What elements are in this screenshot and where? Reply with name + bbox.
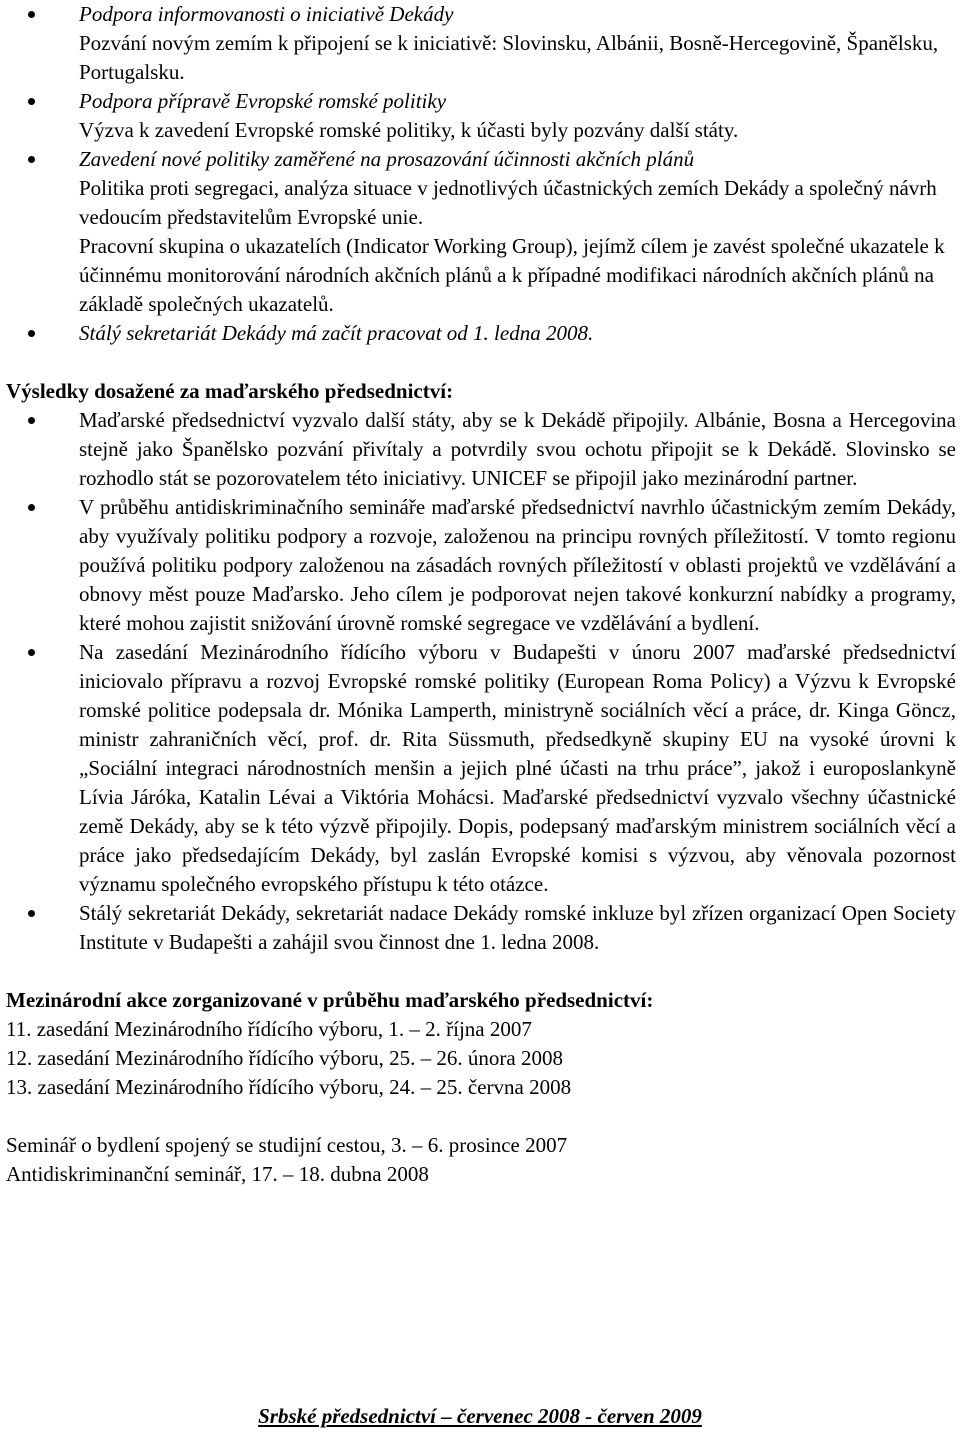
list-item (6, 145, 956, 319)
list-item (6, 319, 956, 348)
meeting-line: 11. zasedání Mezinárodního řídícího výboru, 1. – 2. října 2007 (6, 1017, 532, 1041)
initiative-list (6, 0, 956, 348)
list-item-text-2: Pracovní skupina o ukazatelích (Indicator Working Group), jejímž cílem je zavést společné ukazatele k účinnému monitorování národních akčních plánů a k případné modifikaci národních akčních plánů na základě společných ukazatelů. (79, 234, 945, 316)
list-item-title: Podpora informovanosti o iniciativě Dekády (79, 2, 454, 26)
seminar-line: Antidiskriminanční seminář, 17. – 18. dubna 2008 (6, 1162, 429, 1186)
list-item: Maďarské předsednictví vyzvalo další státy, aby se k Dekádě připojily. Albánie, Bosna a Hercegovina stejně jako Španělsko pozvání přivítaly a potvrdily svou ochotu připojit se k Dekádě. Slovinsko se rozhodlo stát se pozorovatelem této iniciativy. UNICEF se připojil jako mezinárodní partner. (6, 406, 956, 493)
events-heading: Mezinárodní akce zorganizované v průběhu maďarského předsednictví: (6, 988, 654, 1012)
list-item: V průběhu antidiskriminačního semináře maďarské předsednictví navrhlo účastnickým zemím Dekády, aby využívaly politiku podpory a rozvoje, založenou na principu rovných příležitostí. V tomto regionu používá politiku podpory založenou na zásadách rovných příležitostí v oblasti projektů ve vzdělávání a obnovy měst pouze Maďarsko. Jeho cílem je podporovat nejen takové konkurzní nabídky a programy, které mohou zajistit snižování úrovně romské segregace ve vzdělávání a bydlení. (6, 493, 956, 638)
list-item-title: Podpora přípravě Evropské romské politiky (79, 89, 447, 113)
results-list (6, 406, 956, 957)
list-item-text: Výzva k zavedení Evropské romské politiky, k účasti byly pozvány další státy. (79, 118, 739, 142)
list-item: Na zasedání Mezinárodního řídícího výboru v Budapešti v únoru 2007 maďarské předsednictví iniciovalo přípravu a rozvoj Evropské romské politiky (European Roma Policy) a Výzvu k Evropské romské politice podepsala dr. Mónika Lamperth, ministryně sociálních věcí a práce, dr. Kinga Göncz, ministr zahraničních věcí, prof. dr. Rita Süssmuth, předsedkyně skupiny EU na vysoké úrovni k „Sociální integraci národnostních menšin a jejich plné účasti na trhu práce”, jakož i europoslankyně Lívia Járóka, Katalin Lévai a Viktória Mohácsi. Maďarské předsednictví vyzvalo všechny účastnické země Dekády, aby se k této výzvě připojily. Dopis, podepsaný maďarským ministrem sociálních věcí a práce jako předsedajícím Dekády, byl zaslán Evropské komisi s výzvou, aby věnovala pozornost významu společného evropského přístupu k této otázce. (6, 638, 956, 899)
document-page (6, 0, 956, 1189)
list-item-title: Stálý sekretariát Dekády má začít pracovat od 1. ledna 2008. (79, 321, 594, 345)
list-item: Stálý sekretariát Dekády, sekretariát nadace Dekády romské inkluze byl zřízen organizací Open Society Institute v Budapešti a zahájil svou činnost dne 1. ledna 2008. (6, 899, 956, 957)
meeting-line: 13. zasedání Mezinárodního řídícího výboru, 24. – 25. června 2008 (6, 1075, 572, 1099)
seminar-line: Seminář o bydlení spojený se studijní cestou, 3. – 6. prosince 2007 (6, 1133, 568, 1157)
list-item-text: Pozvání novým zemím k připojení se k iniciativě: Slovinsku, Albánii, Bosně-Hercegovině, Španělsku, Portugalsku. (79, 31, 939, 84)
list-item-text: Politika proti segregaci, analýza situace v jednotlivých účastnických zemích Dekády a společný návrh vedoucím představitelům Evropské unie. (79, 176, 937, 229)
list-item (6, 87, 956, 145)
list-item (6, 0, 956, 87)
meeting-line: 12. zasedání Mezinárodního řídícího výboru, 25. – 26. února 2008 (6, 1046, 563, 1070)
results-heading: Výsledky dosažené za maďarského předsednictví: (6, 379, 454, 403)
list-item-title: Zavedení nové politiky zaměřené na prosazování účinnosti akčních plánů (79, 147, 695, 171)
page-footer: Srbské předsednictví – červenec 2008 - červen 2009 (258, 1404, 702, 1428)
